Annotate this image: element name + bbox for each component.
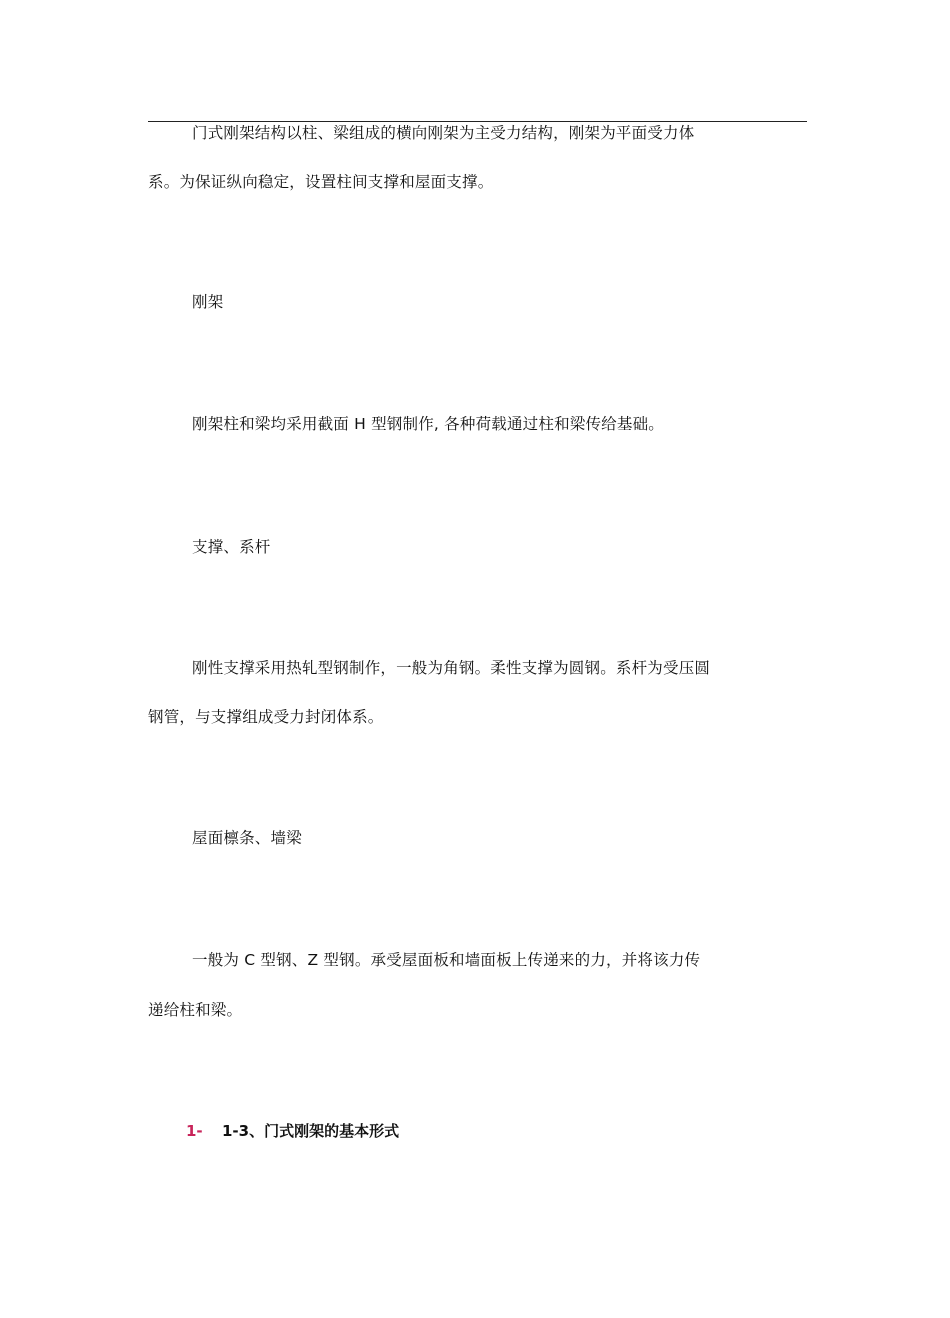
top-rule	[148, 121, 807, 122]
paragraph-brace-line-2: 钢管，与支撑组成受力封闭体系。	[148, 708, 384, 726]
subheading-brace: 支撑、系杆	[192, 538, 271, 556]
paragraph-intro-line-2: 系。为保证纵向稳定，设置柱间支撑和屋面支撑。	[148, 173, 494, 191]
paragraph-brace-line-1: 刚性支撑采用热轧型钢制作，一般为角钢。柔性支撑为圆钢。系杆为受压圆	[192, 659, 711, 677]
paragraph-purlin-line-2: 递给柱和梁。	[148, 1001, 243, 1019]
section-title: 1-3、门式刚架的基本形式	[222, 1122, 400, 1140]
paragraph-frame-line-1: 刚架柱和梁均采用截面 H 型钢制作, 各种荷载通过柱和梁传给基础。	[192, 415, 664, 433]
paragraph-purlin-line-1: 一般为 C 型钢、Z 型钢。承受屋面板和墙面板上传递来的力，并将该力传	[192, 951, 701, 969]
section-heading	[186, 1121, 399, 1141]
paragraph-intro-line-1: 门式刚架结构以柱、梁组成的横向刚架为主受力结构，刚架为平面受力体	[192, 124, 695, 142]
subheading-purlin: 屋面檩条、墙梁	[192, 829, 302, 847]
subheading-frame: 刚架	[192, 293, 224, 311]
section-number: 1-	[186, 1122, 203, 1140]
